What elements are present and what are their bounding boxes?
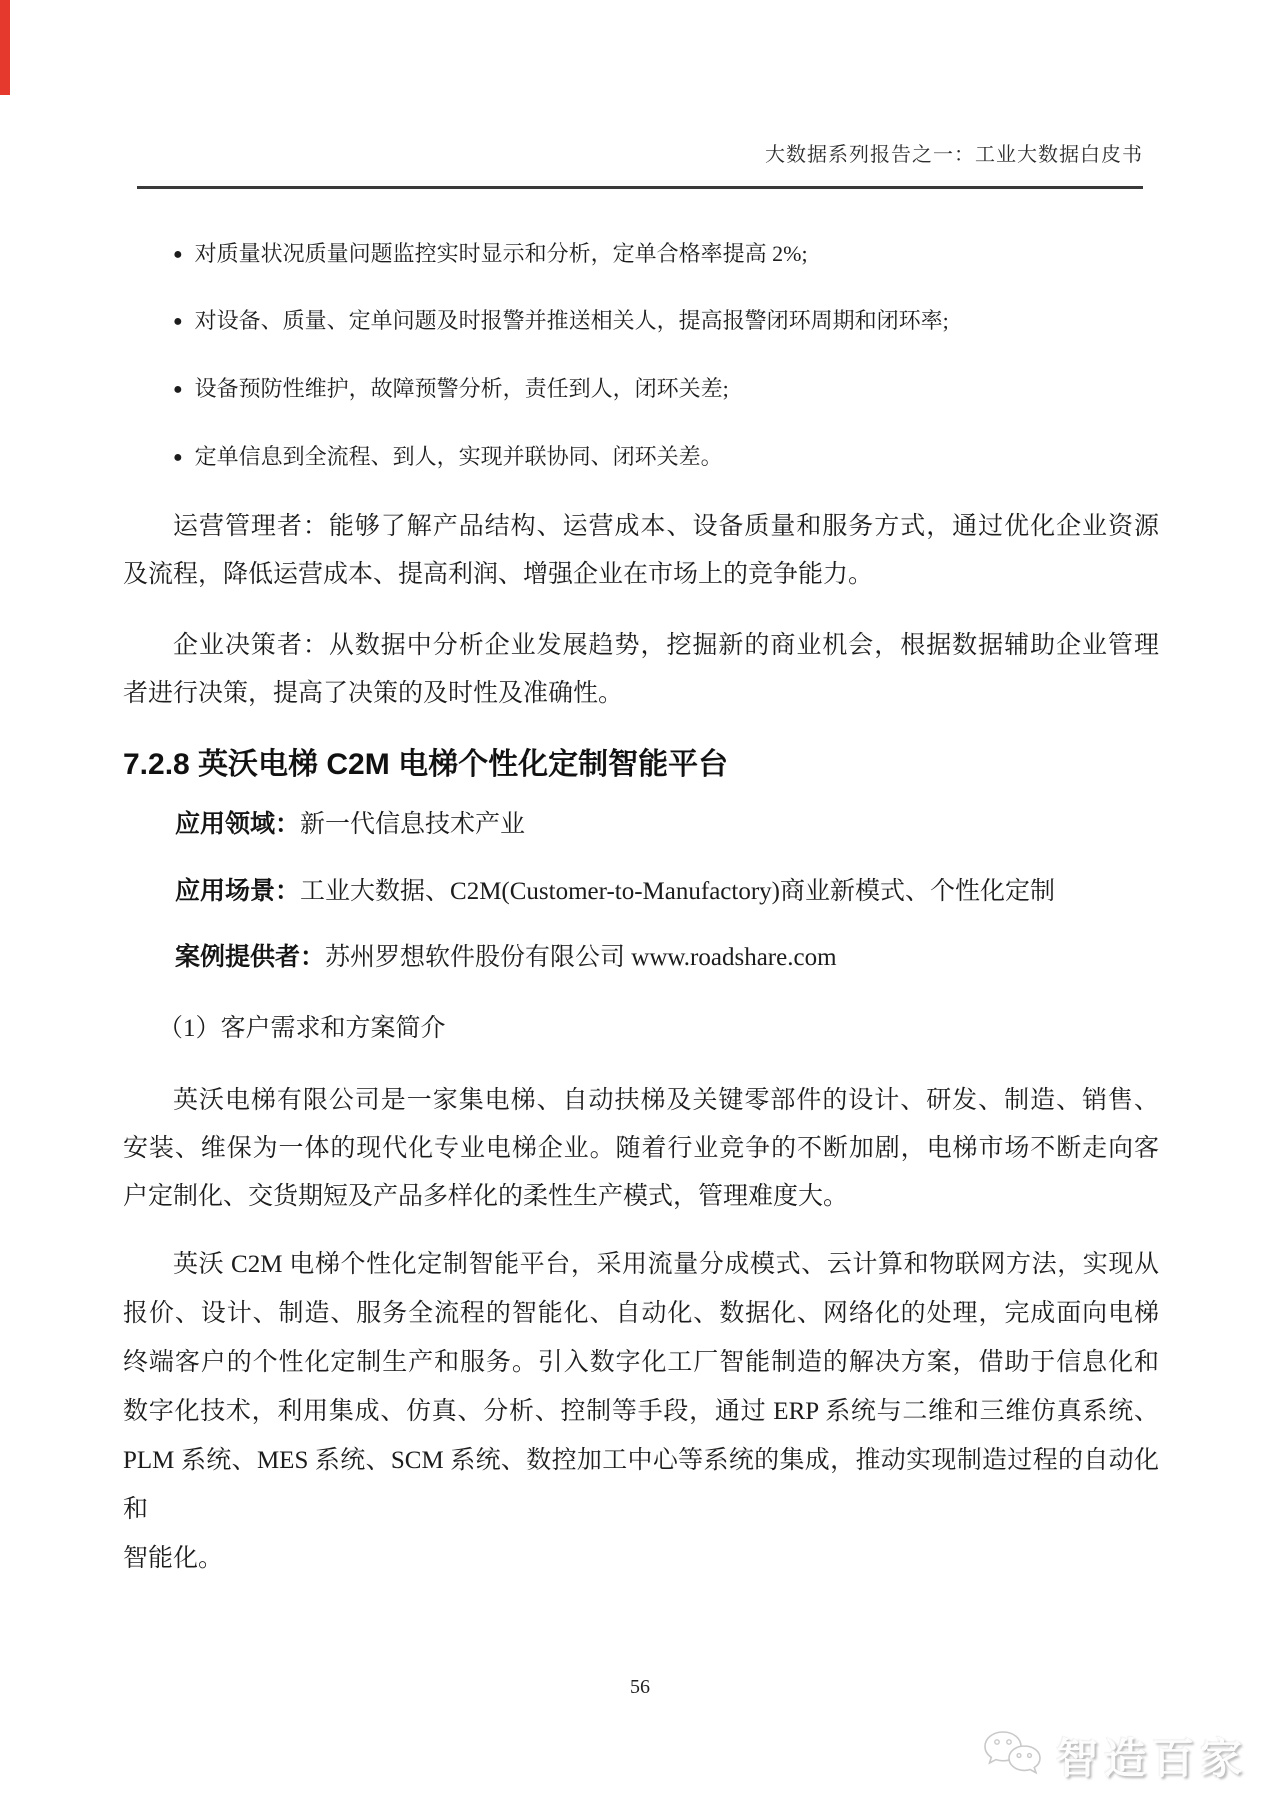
bullet-dot-icon: ● — [173, 313, 183, 330]
field-value: 苏州罗想软件股份有限公司 www.roadshare.com — [325, 944, 837, 971]
section-heading: 7.2.8 英沃电梯 C2M 电梯个性化定制智能平台 — [123, 748, 729, 781]
paragraph-line: 报价、设计、制造、服务全流程的智能化、自动化、数据化、网络化的处理，完成面向电梯 — [123, 1300, 1159, 1327]
paragraph-company-intro — [123, 1077, 1159, 1221]
bullet-dot-icon: ● — [173, 246, 183, 263]
paragraph-line: 企业决策者：从数据中分析企业发展趋势，挖掘新的商业机会，根据数据辅助企业管理 — [173, 632, 1159, 659]
field-row — [175, 807, 1159, 842]
field-label: 应用场景： — [175, 877, 301, 905]
paragraph-line: 智能化。 — [123, 1545, 224, 1572]
bullet-text: 定单信息到全流程、到人，实现并联协同、闭环关差。 — [194, 444, 723, 469]
paragraph-line: 英沃电梯有限公司是一家集电梯、自动扶梯及关键零部件的设计、研发、制造、销售、 — [173, 1087, 1159, 1114]
paragraph-line: 运营管理者：能够了解产品结构、运营成本、设备质量和服务方式，通过优化企业资源 — [173, 513, 1159, 540]
bullet-item — [173, 446, 1163, 468]
paragraph-line: 及流程，降低运营成本、提高利润、增强企业在市场上的竞争能力。 — [123, 561, 874, 588]
header-rule — [137, 186, 1143, 189]
bullet-text: 设备预防性维护，故障预警分析，责任到人，闭环关差; — [194, 376, 729, 401]
field-label: 案例提供者： — [175, 943, 326, 971]
bullet-text: 对设备、质量、定单问题及时报警并推送相关人，提高报警闭环周期和闭环率; — [194, 308, 949, 333]
paragraph-line: PLM 系统、MES 系统、SCM 系统、数控加工中心等系统的集成，推动实现制造过程的自动化和 — [123, 1447, 1159, 1523]
paragraph-line: 数字化技术，利用集成、仿真、分析、控制等手段，通过 ERP 系统与二维和三维仿真系统、 — [123, 1398, 1159, 1425]
wechat-logo-icon — [982, 1728, 1044, 1785]
paragraph-line: 终端客户的个性化定制生产和服务。引入数字化工厂智能制造的解决方案，借助于信息化和 — [123, 1349, 1159, 1376]
paragraph-line: 者进行决策，提高了决策的及时性及准确性。 — [123, 680, 624, 707]
paragraph-decision-makers — [123, 622, 1159, 718]
field-value: 工业大数据、C2M(Customer-to-Manufactory)商业新模式、个性化定制 — [300, 878, 1055, 905]
watermark-text: 智造百家 — [1055, 1735, 1248, 1782]
paragraph-line: 英沃 C2M 电梯个性化定制智能平台，采用流量分成模式、云计算和物联网方法，实现从 — [173, 1251, 1159, 1278]
field-value: 新一代信息技术产业 — [300, 811, 526, 838]
watermark — [982, 1726, 1248, 1786]
paragraph-line: 安装、维保为一体的现代化专业电梯企业。随着行业竞争的不断加剧，电梯市场不断走向客 — [123, 1135, 1159, 1162]
field-row — [175, 940, 1159, 975]
page-number: 56 — [630, 1676, 650, 1698]
red-edge-marker — [0, 0, 10, 95]
paragraph-platform-intro — [123, 1240, 1159, 1583]
header-title: 大数据系列报告之一：工业大数据白皮书 — [765, 144, 1143, 166]
field-row — [175, 874, 1159, 909]
paragraph-line: 户定制化、交货期短及产品多样化的柔性生产模式，管理难度大。 — [123, 1183, 849, 1210]
bullet-item — [173, 378, 1163, 400]
subsection-title: （1）客户需求和方案简介 — [158, 1015, 446, 1042]
bullet-item — [173, 310, 1163, 332]
bullet-item — [173, 243, 1163, 265]
field-label: 应用领域： — [175, 810, 301, 838]
paragraph-operators — [123, 503, 1159, 599]
bullet-dot-icon: ● — [173, 381, 183, 398]
bullet-dot-icon: ● — [173, 449, 183, 466]
bullet-text: 对质量状况质量问题监控实时显示和分析，定单合格率提高 2%; — [194, 241, 808, 266]
